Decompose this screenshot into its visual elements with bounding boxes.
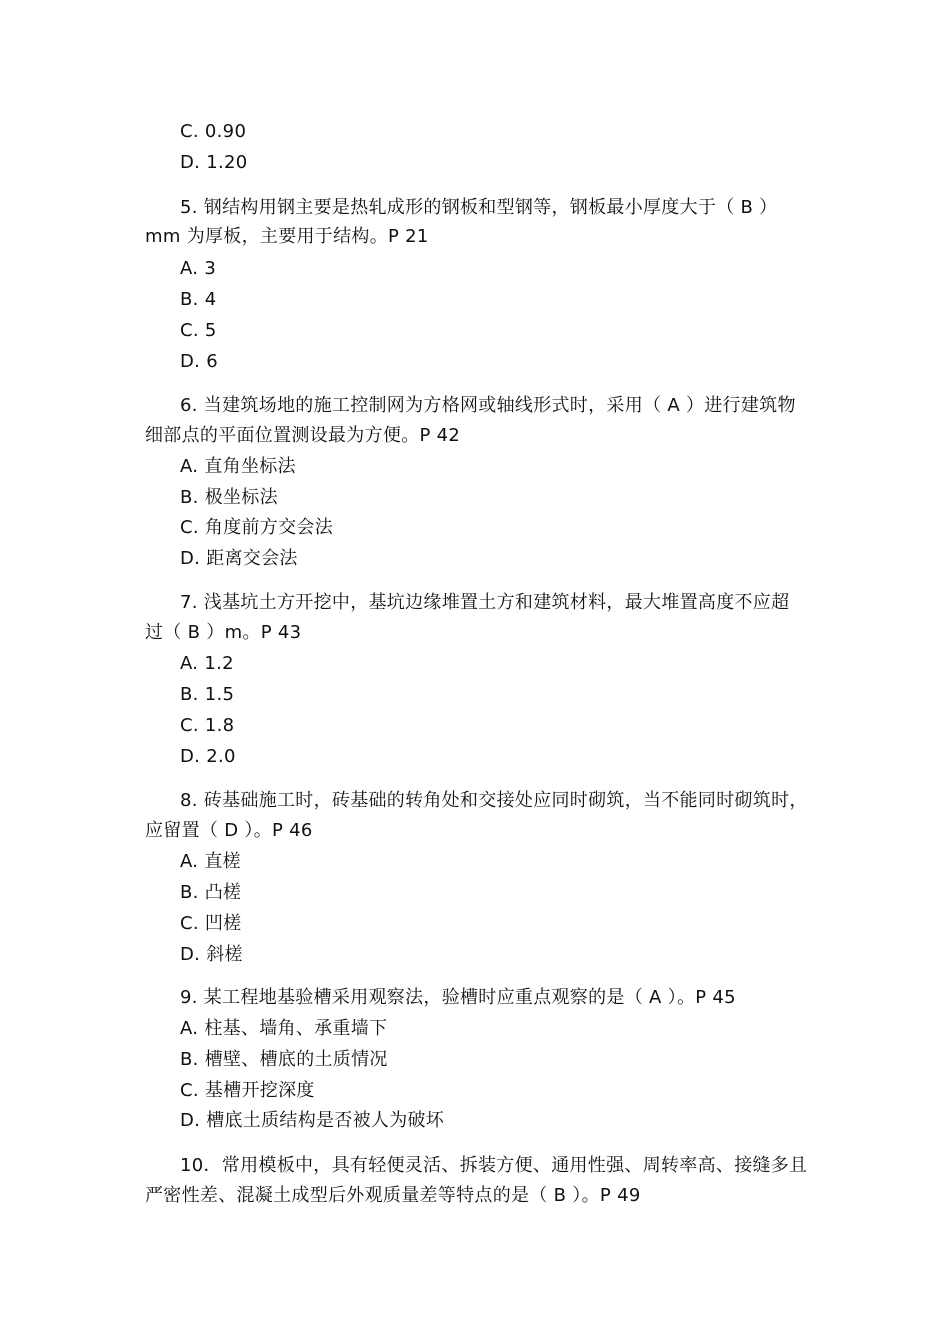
question-8-text-cont: 应留置（ D ）。P 46 [145,820,313,841]
option-c: C. 0.90 [180,121,247,142]
question-7-option-d: D. 2.0 [180,746,236,767]
question-7-option-b: B. 1.5 [180,684,235,705]
question-7-text: 7. 浅基坑土方开挖中，基坑边缘堆置土方和建筑材料，最大堆置高度不应超 [180,592,790,613]
question-8-option-a: A. 直槎 [180,851,241,872]
question-9-option-d: D. 槽底土质结构是否被人为破坏 [180,1110,445,1131]
question-7-text-cont: 过（ B ）m。P 43 [145,622,302,643]
question-7-option-a: A. 1.2 [180,653,234,674]
question-10-text-cont: 严密性差、混凝土成型后外观质量差等特点的是（ B ）。P 49 [145,1185,641,1206]
question-6-option-b: B. 极坐标法 [180,487,278,508]
question-6-option-c: C. 角度前方交会法 [180,517,334,538]
question-5-option-b: B. 4 [180,289,217,310]
question-9-option-a: A. 柱基、墙角、承重墙下 [180,1018,388,1039]
question-6-option-d: D. 距离交会法 [180,548,298,569]
question-5-text: 5. 钢结构用钢主要是热轧成形的钢板和型钢等，钢板最小厚度大于（ B ） [180,197,778,218]
question-5-text-cont: mm 为厚板，主要用于结构。P 21 [145,226,429,247]
question-6-text-cont: 细部点的平面位置测设最为方便。P 42 [145,425,461,446]
question-8-option-c: C. 凹槎 [180,913,242,934]
question-5-option-a: A. 3 [180,258,217,279]
question-9-text: 9. 某工程地基验槽采用观察法，验槽时应重点观察的是（ A ）。P 45 [180,987,736,1008]
question-6-text: 6. 当建筑场地的施工控制网为方格网或轴线形式时，采用（ A ）进行建筑物 [180,395,796,416]
question-9-option-b: B. 槽壁、槽底的土质情况 [180,1049,388,1070]
question-8-option-b: B. 凸槎 [180,882,242,903]
option-d: D. 1.20 [180,152,248,173]
question-5-option-c: C. 5 [180,320,217,341]
question-8-option-d: D. 斜槎 [180,944,243,965]
question-10-text: 10．常用模板中，具有轻便灵活、拆装方便、通用性强、周转率高、接缝多且 [180,1155,808,1176]
question-8-text: 8. 砖基础施工时，砖基础的转角处和交接处应同时砌筑，当不能同时砌筑时， [180,790,808,811]
question-7-option-c: C. 1.8 [180,715,235,736]
question-9-option-c: C. 基槽开挖深度 [180,1080,315,1101]
question-6-option-a: A. 直角坐标法 [180,456,296,477]
question-5-option-d: D. 6 [180,351,218,372]
